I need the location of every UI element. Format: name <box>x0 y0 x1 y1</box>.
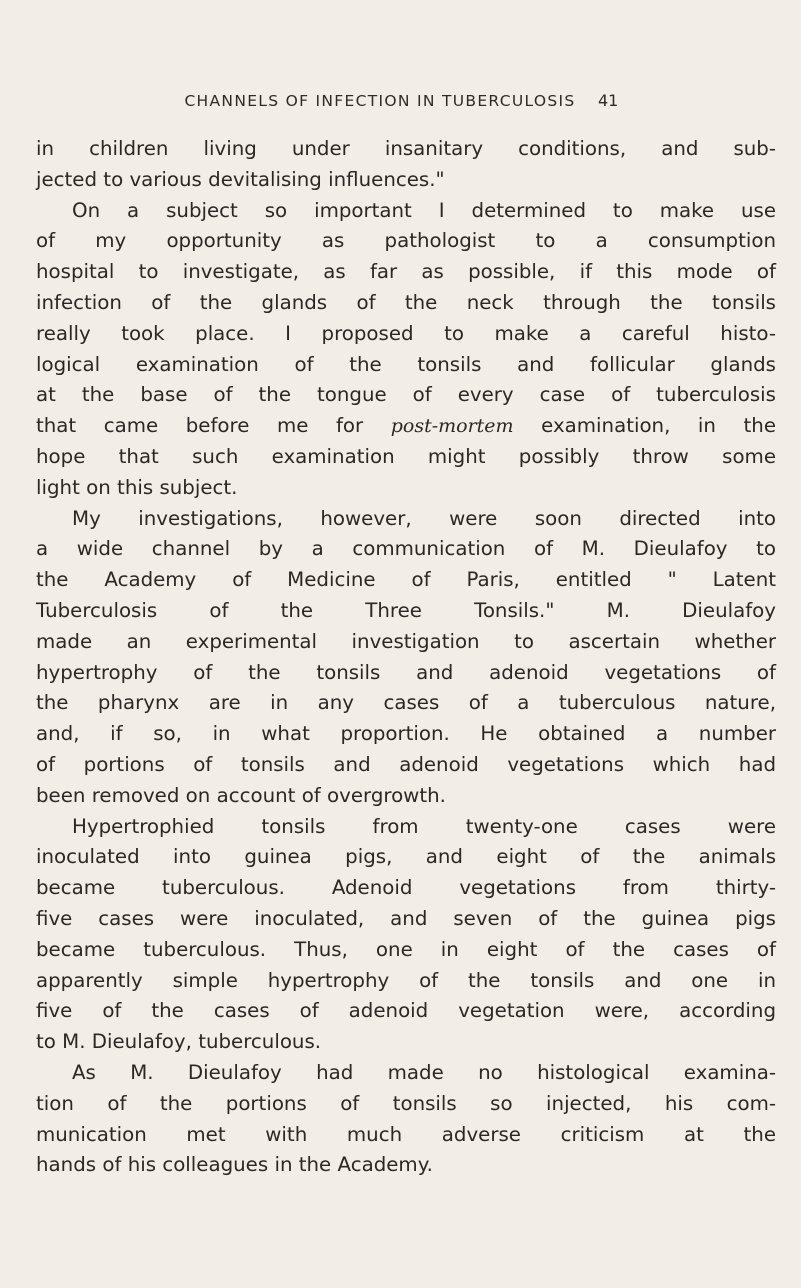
text-line: in children living under insanitary conditions, and sub- <box>36 137 776 160</box>
text-line: light on this subject. <box>36 475 238 499</box>
text-line: at the base of the tongue of every case of tuberculosis <box>36 383 776 407</box>
text-line: Hypertrophied tonsils from twenty-one cases were <box>72 814 776 838</box>
body-text <box>36 134 776 1181</box>
text-line: a wide channel by a communication of M. Dieulafoy to <box>36 537 776 561</box>
page-number: 41 <box>598 91 619 110</box>
text-line: My investigations, however, were soon directed into <box>72 506 776 530</box>
text-line: became tuberculous. Thus, one in eight of the cases of <box>36 937 776 961</box>
text-line-with-italic <box>36 411 776 442</box>
text-segment: that came before me for <box>36 414 391 438</box>
text-segment: examination, in the <box>513 414 776 438</box>
text-line: hope that such examination might possibly throw some <box>36 444 776 468</box>
text-line: munication met with much adverse criticism at the <box>36 1122 776 1146</box>
running-head: CHANNELS OF INFECTION IN TUBERCULOSIS <box>184 92 576 110</box>
text-line: of my opportunity as pathologist to a consumption <box>36 229 776 253</box>
text-line: been removed on account of overgrowth. <box>36 783 446 807</box>
text-line: and, if so, in what proportion. He obtained a number <box>36 722 776 746</box>
text-line: infection of the glands of the neck through the tonsils <box>36 290 776 314</box>
italic-term: post-mortem <box>390 415 514 438</box>
text-line: of portions of tonsils and adenoid vegetations which had <box>36 752 776 776</box>
text-line: Tuberculosis of the Three Tonsils." M. Dieulafoy <box>36 598 776 622</box>
text-line: As M. Dieulafoy had made no histological examina- <box>72 1060 776 1084</box>
text-line: hypertrophy of the tonsils and adenoid vegetations of <box>36 660 776 684</box>
text-line: hospital to investigate, as far as possible, if this mode of <box>36 260 776 284</box>
text-line: jected to various devitalising influences." <box>36 167 445 191</box>
text-line: to M. Dieulafoy, tuberculous. <box>36 1030 322 1054</box>
text-line: apparently simple hypertrophy of the tonsils and one in <box>36 968 776 992</box>
text-line: hands of his colleagues in the Academy. <box>36 1153 433 1177</box>
text-line: five of the cases of adenoid vegetation were, according <box>36 999 776 1023</box>
text-line: the Academy of Medicine of Paris, entitled " Latent <box>36 568 776 592</box>
text-line: the pharynx are in any cases of a tuberculous nature, <box>36 691 776 715</box>
text-line: tion of the portions of tonsils so injected, his com- <box>36 1091 776 1115</box>
text-line: On a subject so important I determined to make use <box>72 198 776 222</box>
text-line: five cases were inoculated, and seven of the guinea pigs <box>36 906 776 930</box>
text-line: made an experimental investigation to ascertain whether <box>36 629 776 653</box>
text-line: really took place. I proposed to make a careful histo- <box>36 321 776 345</box>
text-line: became tuberculous. Adenoid vegetations from thirty- <box>36 876 776 900</box>
text-line: logical examination of the tonsils and follicular glands <box>36 352 776 376</box>
text-line: inoculated into guinea pigs, and eight of the animals <box>36 845 776 869</box>
